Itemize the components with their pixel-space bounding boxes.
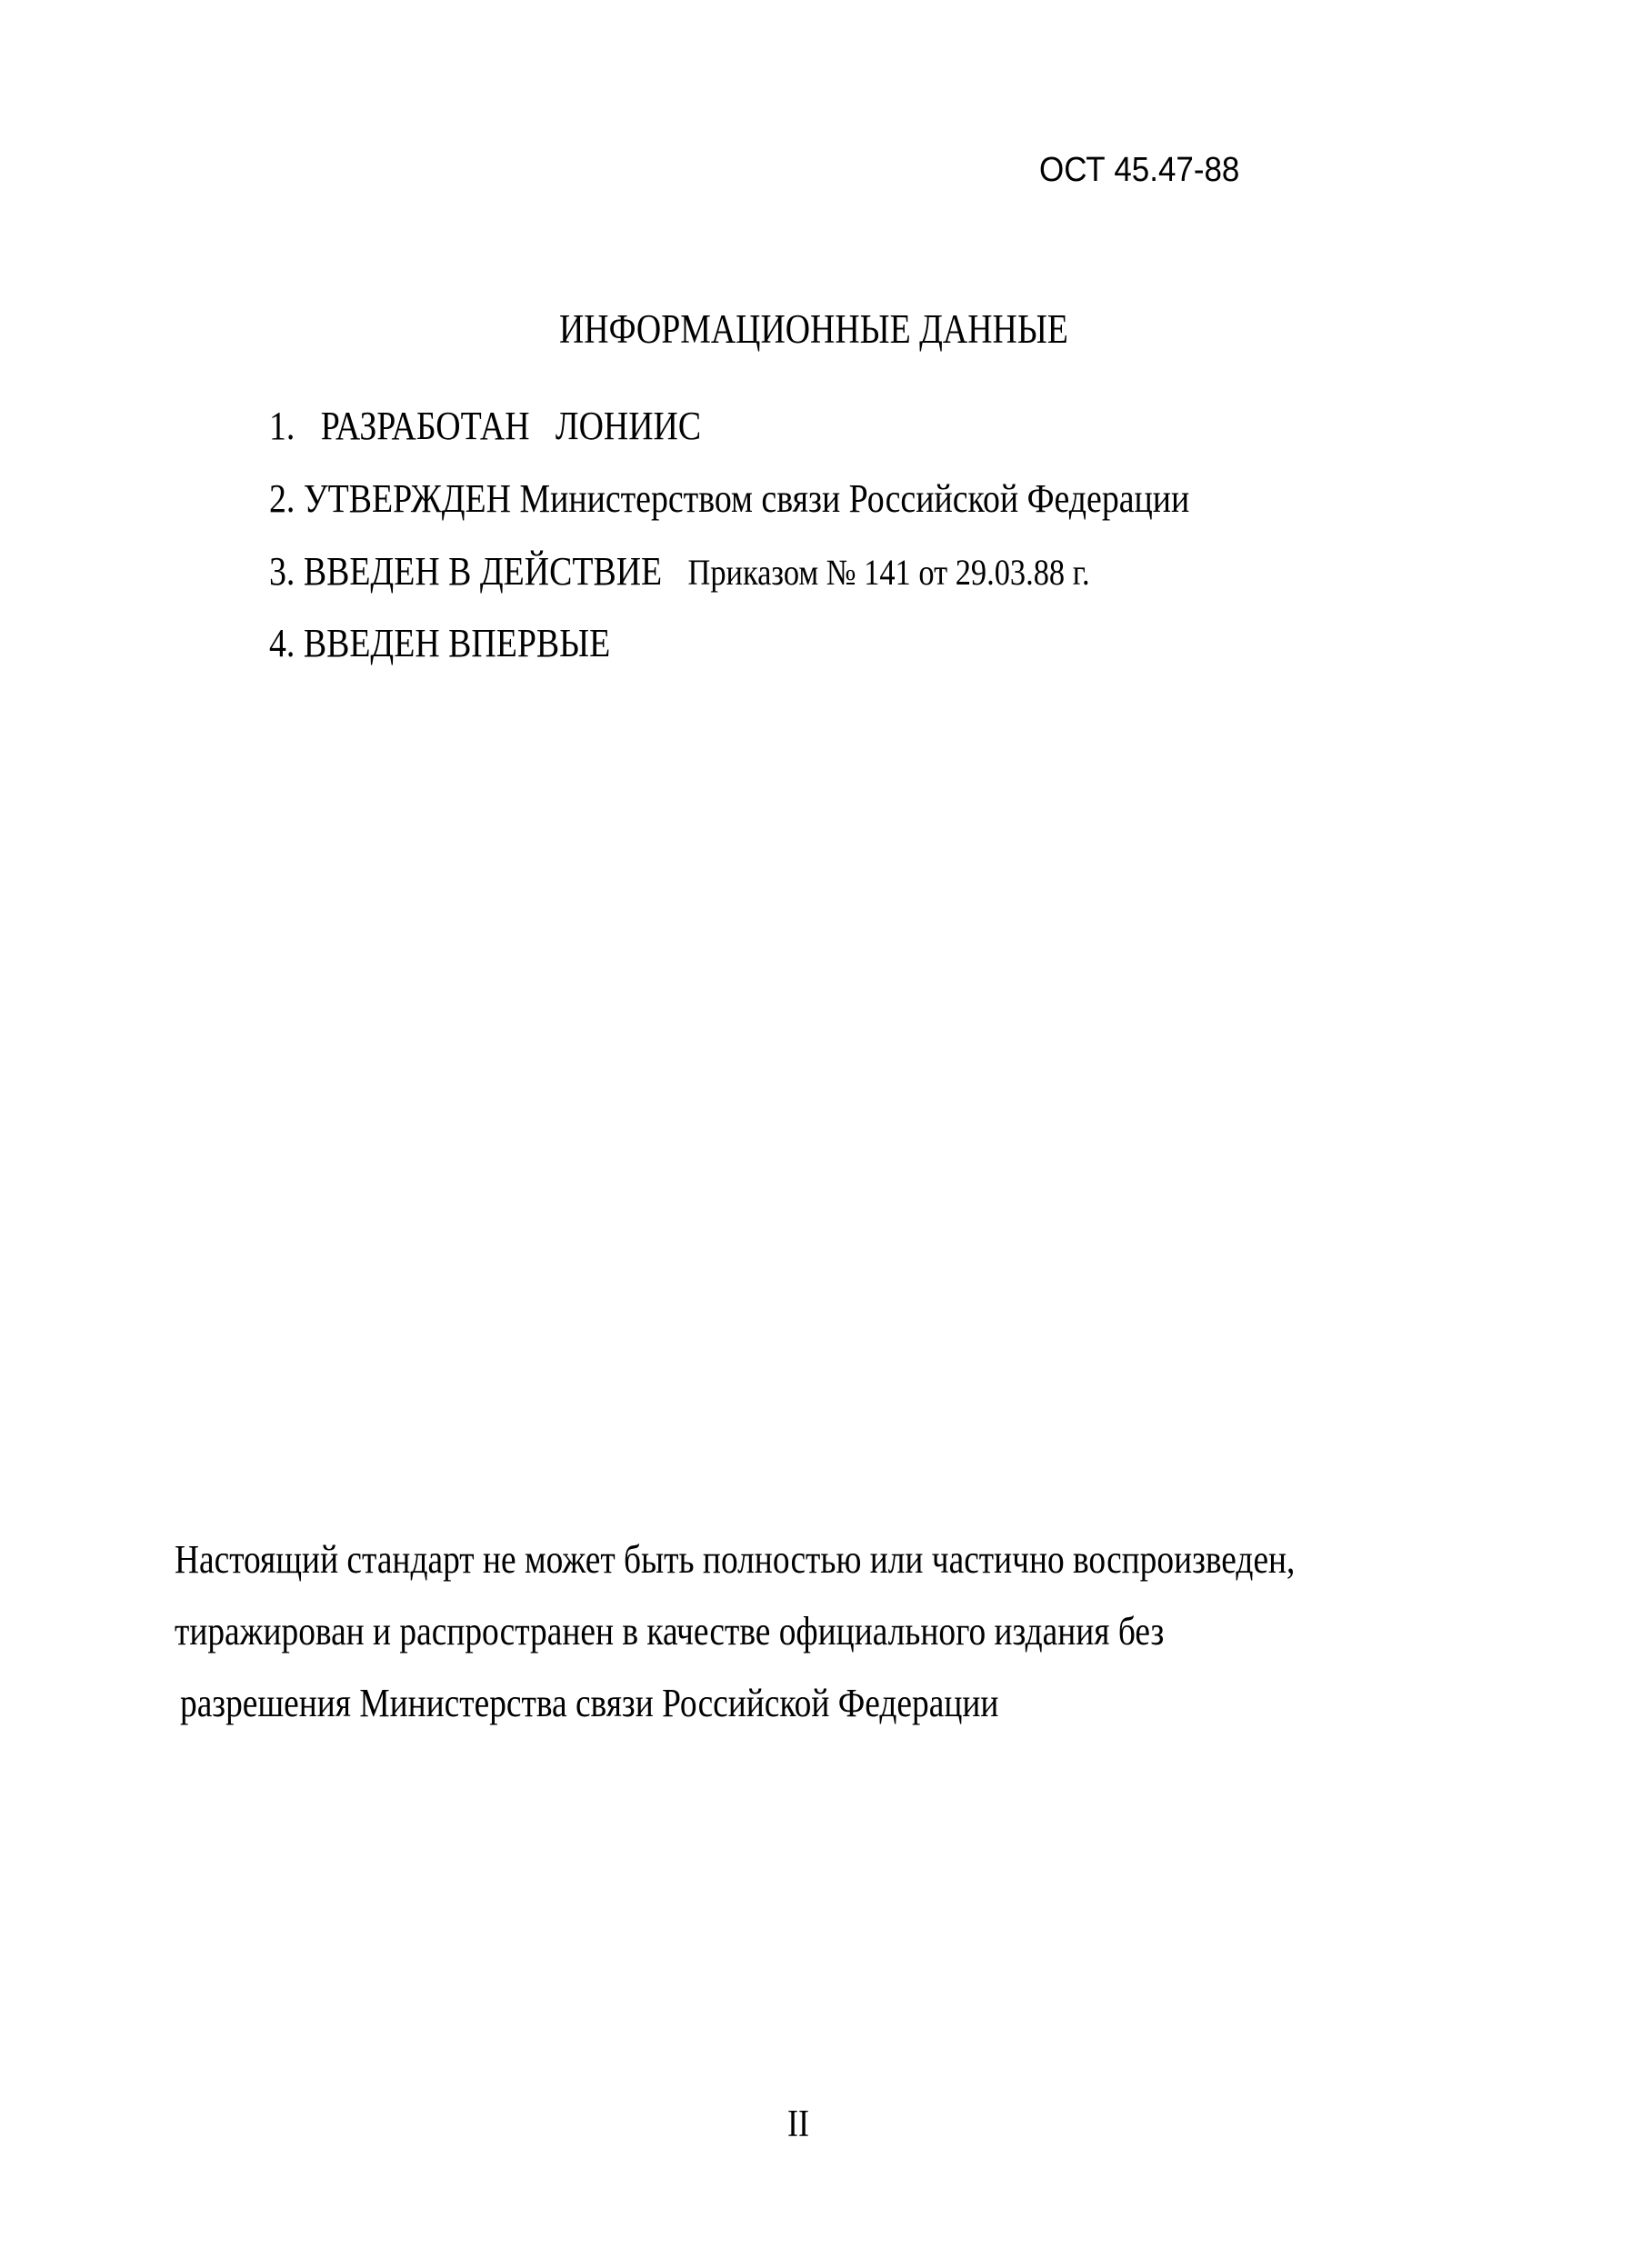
item-number: 3. <box>269 549 295 594</box>
notice-line: тиражирован и распространен в качестве официального издания без <box>175 1609 1165 1654</box>
item-label: РАЗРАБОТАН <box>320 404 530 448</box>
item-number: 2. <box>269 476 295 521</box>
info-item <box>269 621 611 665</box>
item-value: Приказом № 141 от 29.03.88 г. <box>687 552 1090 593</box>
info-item <box>269 476 1190 521</box>
notice-line: разрешения Министерства связи Российской Федерации <box>180 1681 999 1725</box>
notice-line: Настоящий стандарт не может быть полностью или частично воспроизведен, <box>175 1537 1296 1582</box>
item-value: ЛОНИИС <box>555 404 702 448</box>
item-number: 4. <box>269 621 295 665</box>
page-number: II <box>787 2103 810 2145</box>
item-label: ВВЕДЕН ВПЕРВЫЕ <box>303 621 611 665</box>
item-label: УТВЕРЖДЕН <box>303 476 511 521</box>
info-item <box>269 406 701 446</box>
item-number: 1. <box>269 404 295 448</box>
item-label: ВВЕДЕН В ДЕЙСТВИЕ <box>303 549 663 594</box>
document-code: ОСТ 45.47-88 <box>1039 151 1240 189</box>
page-title: ИНФОРМАЦИОННЫЕ ДАННЫЕ <box>559 306 1068 352</box>
info-item <box>269 549 1090 594</box>
item-value: Министерством связи Российской Федерации <box>519 476 1190 521</box>
